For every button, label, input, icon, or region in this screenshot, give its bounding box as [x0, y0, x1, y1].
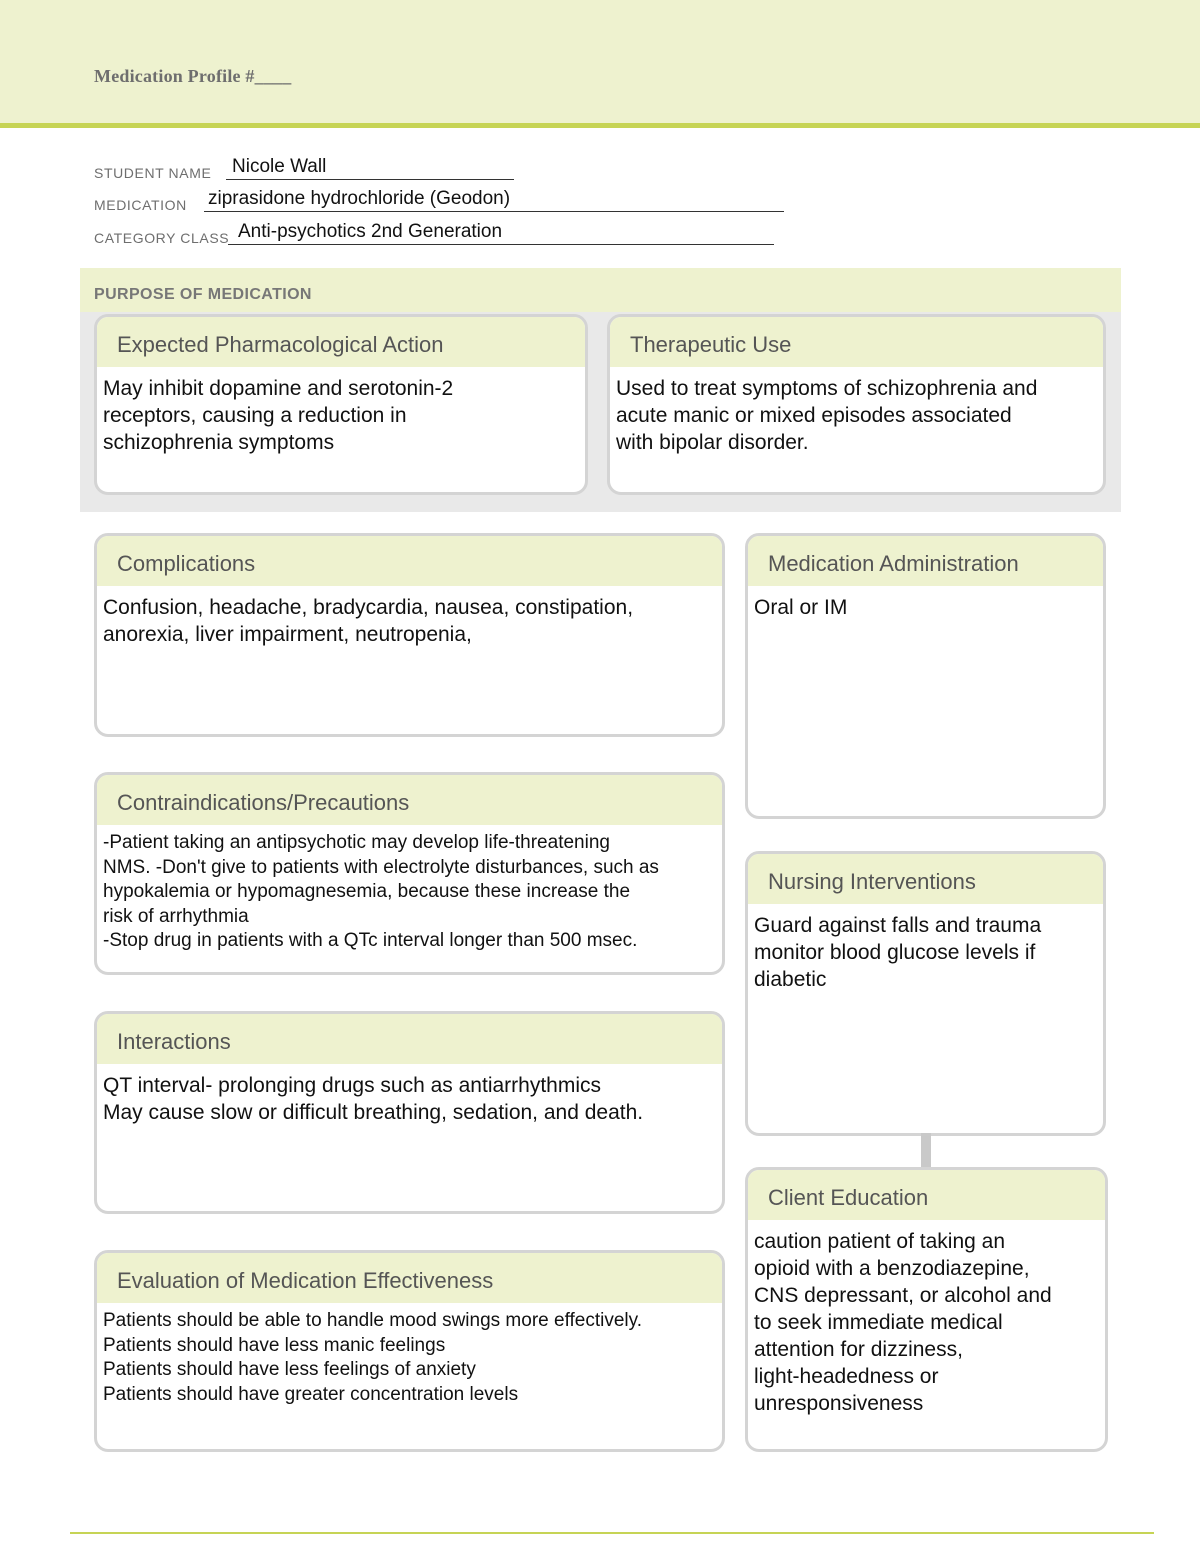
card-connector: [921, 1133, 931, 1167]
evaluation-card: [94, 1250, 725, 1452]
interactions-title: Interactions: [97, 1014, 722, 1064]
evaluation-title: Evaluation of Medication Effectiveness: [97, 1253, 722, 1303]
contraindications-title: Contraindications/Precautions: [97, 775, 722, 825]
student-name-field: [94, 156, 327, 181]
evaluation-body: Patients should be able to handle mood swings more effectively. Patients should have less manic feelings Patients should have less feelings of anxiety Patients should have greater concentration levels: [103, 1310, 643, 1405]
expected-action-card: [94, 314, 588, 495]
category-value: Anti-psychotics 2nd Generation: [238, 221, 503, 242]
complications-body: Confusion, headache, bradycardia, nausea, constipation, anorexia, liver impairment, neutropenia,: [103, 596, 634, 646]
expected-action-body: May inhibit dopamine and serotonin-2 receptors, causing a reduction in schizophrenia symptoms: [103, 377, 454, 454]
interactions-body: QT interval- prolonging drugs such as antiarrhythmics May cause slow or difficult breathing, sedation, and death.: [103, 1074, 644, 1124]
therapeutic-use-card: [607, 314, 1106, 495]
contraindications-card: [94, 772, 725, 975]
profile-title: Medication Profile #____: [94, 66, 292, 86]
medication-administration-title: Medication Administration: [748, 536, 1103, 586]
client-education-card: [745, 1167, 1108, 1452]
nursing-interventions-card: [745, 851, 1106, 1136]
medication-value: ziprasidone hydrochloride (Geodon): [208, 188, 511, 209]
student-name-label: STUDENT NAME: [94, 165, 212, 181]
header-band: [0, 0, 1200, 123]
category-label: CATEGORY CLASS: [94, 230, 230, 246]
purpose-label: PURPOSE OF MEDICATION: [94, 286, 312, 303]
expected-action-title: Expected Pharmacological Action: [97, 317, 585, 367]
therapeutic-use-body: Used to treat symptoms of schizophrenia and acute manic or mixed episodes associated with bipolar disorder.: [616, 377, 1038, 454]
contraindications-body: -Patient taking an antipsychotic may develop life-threatening NMS. -Don't give to patients with electrolyte disturbances, such as hypokalemia or hypomagnesemia, because these increase the risk of arrhythmia -Stop drug in patients with a QTc interval longer than 500 msec.: [103, 832, 659, 951]
category-field: [94, 221, 503, 246]
therapeutic-use-title: Therapeutic Use: [610, 317, 1103, 367]
student-name-line: [226, 179, 514, 180]
client-education-title: Client Education: [748, 1170, 1105, 1220]
header-divider: [0, 123, 1200, 128]
medication-administration-card: [745, 533, 1106, 819]
medication-administration-body: Oral or IM: [754, 596, 848, 619]
complications-title: Complications: [97, 536, 722, 586]
interactions-card: [94, 1011, 725, 1214]
category-line: [228, 244, 774, 245]
medication-field: [94, 188, 511, 213]
nursing-interventions-body: Guard against falls and trauma monitor blood glucose levels if diabetic: [754, 914, 1042, 991]
medication-line: [204, 211, 784, 212]
nursing-interventions-title: Nursing Interventions: [748, 854, 1103, 904]
student-name-value: Nicole Wall: [232, 156, 327, 177]
footer-divider: [70, 1532, 1154, 1534]
client-education-body: caution patient of taking an opioid with a benzodiazepine, CNS depressant, or alcohol and to seek immediate medical attention for dizziness, light-headedness or unresponsiveness: [754, 1230, 1052, 1415]
medication-label: MEDICATION: [94, 197, 187, 213]
complications-card: [94, 533, 725, 737]
